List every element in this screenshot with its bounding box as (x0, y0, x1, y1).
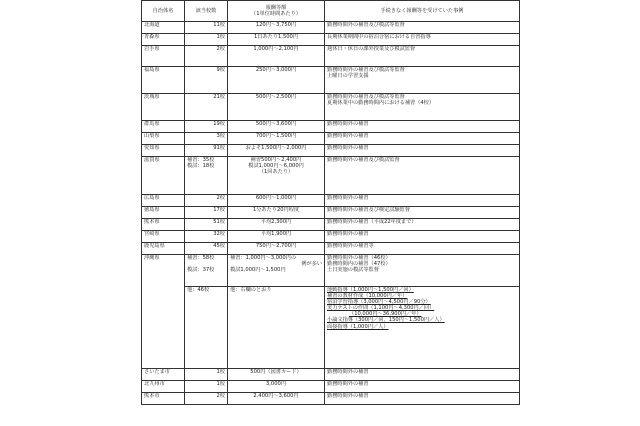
cell-schools: 19校 (185, 121, 228, 133)
cell-cases-other (325, 287, 520, 369)
cell-reward: 500円～2,500円 (228, 94, 325, 121)
cell-schools: 32校 (185, 231, 228, 243)
document-table-container (141, 0, 519, 426)
cell-pref: 山梨県 (142, 133, 185, 145)
reward-line: 補習500円～2,400円 (250, 157, 302, 163)
cell-reward (228, 255, 325, 287)
reward-line: 模試1,000円～1,500円 (230, 267, 286, 274)
case-line: 補習の教材作成（10,000円／年） (327, 293, 408, 300)
cell-cases (325, 94, 520, 121)
table-row-okinawa-other (142, 287, 520, 369)
table-row (142, 22, 520, 34)
cell-reward: 2,400円～3,600円 (228, 393, 325, 405)
cell-reward: 平均2,300円 (228, 219, 325, 231)
case-line: 面接指導（1,000円／人） (327, 323, 389, 330)
cell-schools (185, 157, 228, 195)
table-row (142, 46, 520, 67)
case-line: 運動指導（1,000円～1,500円／回） (327, 287, 414, 293)
cell-reward: 750円～2,700円 (228, 243, 325, 255)
table-row (142, 393, 520, 405)
cell-cases: 勤務時間外の補習 (325, 231, 520, 243)
cell-pref: 茨城県 (142, 94, 185, 121)
cell-cases: 勤務時間外の補習 (325, 195, 520, 207)
reward-line: （1回あたり） (258, 169, 294, 176)
reward-line: 補習：1,000円～3,000円の (230, 255, 297, 261)
table-row (142, 94, 520, 121)
cell-cases: 勤務時間外の補習等 (325, 243, 520, 255)
table-row (142, 369, 520, 381)
cell-schools: 1校 (185, 34, 228, 46)
cell-schools: 51校 (185, 219, 228, 231)
cell-reward: 120円～3,750円 (228, 22, 325, 34)
cell-reward: 1日あたり1,500円 (228, 34, 325, 46)
cell-schools: 91校 (185, 145, 228, 157)
cell-pref: 愛知県 (142, 145, 185, 157)
cell-reward (228, 157, 325, 195)
case-line: 土曜日の学習支援 (327, 73, 369, 80)
header-pref: 自治体名 (142, 1, 185, 22)
cell-schools: 1校 (185, 369, 228, 381)
cell-schools: 17校 (185, 207, 228, 219)
cell-schools: 45校 (185, 243, 228, 255)
table-row (142, 219, 520, 231)
cell-pref: 北海道 (142, 22, 185, 34)
reward-line: 例が多い (301, 261, 322, 268)
cell-schools: 9校 (185, 67, 228, 94)
case-line: 土日実施の模試等監督 (327, 267, 379, 274)
cell-schools: 2校 (185, 46, 228, 67)
cell-schools-other: 他：46校 (185, 287, 228, 369)
cell-reward: 600円～1,000円 (228, 195, 325, 207)
table-row (142, 381, 520, 393)
table-header-row (142, 1, 520, 22)
cell-schools: 21校 (185, 94, 228, 121)
cell-cases: 勤務時間外の補習及び模試監督 (325, 157, 520, 195)
cell-pref: 北九州市 (142, 381, 185, 393)
cell-cases: 勤務時間外の補習 (325, 393, 520, 405)
cell-pref: 沖縄県 (142, 255, 185, 369)
table-row (142, 34, 520, 46)
cell-pref: 熊本市 (142, 393, 185, 405)
cell-cases: 勤務時間外の補習（平成22年度まで） (325, 219, 520, 231)
table-row (142, 231, 520, 243)
cell-reward: 1分あたり20円程度 (228, 207, 325, 219)
case-line: 勤務時間外の補習（46校） (327, 255, 391, 261)
cell-pref: 群馬県 (142, 121, 185, 133)
cell-schools: 2校 (185, 393, 228, 405)
cell-cases (325, 67, 520, 94)
reward-table (141, 0, 520, 405)
cell-reward: 平均1,900円 (228, 231, 325, 243)
cell-pref: 広島県 (142, 195, 185, 207)
cell-reward: 500円～3,600円 (228, 121, 325, 133)
cell-cases: 勤務時間外の補習及び模試等監督 (325, 22, 520, 34)
table-row (142, 133, 520, 145)
cell-schools: 2校 (185, 195, 228, 207)
cell-reward: およそ1,500円～2,000円 (228, 145, 325, 157)
cell-pref: 福島県 (142, 67, 185, 94)
schools-line: 模試：37校 (187, 267, 215, 274)
cell-reward: 3,000円 (228, 381, 325, 393)
table-row (142, 145, 520, 157)
table-row (142, 157, 520, 195)
case-line: 勤務時間内の補習（47校） (327, 261, 391, 268)
header-schools: 該当校数 (185, 1, 228, 22)
cell-cases: 勤務時間外の補習 (325, 121, 520, 133)
table-row (142, 121, 520, 133)
table-row-okinawa (142, 255, 520, 287)
cell-pref: 岩手県 (142, 46, 185, 67)
cell-cases: 勤務時間外の補習 (325, 133, 520, 145)
cell-cases (325, 255, 520, 287)
table-row (142, 243, 520, 255)
case-line: （10,000円～36,900円／年） (349, 311, 422, 318)
cell-pref: 鹿児島県 (142, 243, 185, 255)
cell-pref: さいたま市 (142, 369, 185, 381)
case-line: 夏期休業中の勤務時間内における補習（4校） (327, 100, 435, 107)
header-reward-main: 報酬等額 (265, 4, 287, 11)
cell-cases: 勤務時間外の補習 (325, 145, 520, 157)
cell-schools: 11校 (185, 22, 228, 34)
reward-line: 模試1,000円～6,000円 (248, 163, 304, 170)
cell-reward: 250円～3,000円 (228, 67, 325, 94)
table-row (142, 67, 520, 94)
cell-reward: 1,000円～2,100円 (228, 46, 325, 67)
table-row (142, 207, 520, 219)
cell-pref: 青森県 (142, 34, 185, 46)
schools-line: 補習：35校 (187, 157, 215, 163)
schools-line: 補習：58校 (187, 255, 215, 261)
cell-cases: 勤務時間外の補習 (325, 381, 520, 393)
cell-reward: 500円（図書カード） (228, 369, 325, 381)
header-cases: 手続きなく報酬等を受けていた事例 (325, 1, 520, 22)
schools-line: 模試：18校 (187, 163, 215, 170)
cell-pref: 徳島県 (142, 207, 185, 219)
cell-cases: 長期休業期間中の宿泊合宿における自習指導 (325, 34, 520, 46)
case-line: 宿泊学習指導（3,000円～4,500円／90分） (327, 299, 431, 306)
cell-reward-other: 他：右欄のとおり (228, 287, 325, 369)
cell-cases: 勤務時間外の補習 (325, 369, 520, 381)
cell-pref: 滋賀県 (142, 157, 185, 195)
cell-schools: 1校 (185, 381, 228, 393)
case-line: 勤務時間外の補習及び模試等監督 (327, 94, 405, 100)
cell-schools (185, 255, 228, 287)
cell-pref: 宮崎県 (142, 231, 185, 243)
header-reward-sub: （1単位時間あたり） (251, 11, 301, 17)
cell-reward: 700円～1,500円 (228, 133, 325, 145)
cell-pref: 熊本県 (142, 219, 185, 231)
case-line: 実力テストの作問（1,100円～4,300円／回） (327, 305, 435, 312)
table-row (142, 195, 520, 207)
cell-schools: 3校 (185, 133, 228, 145)
case-line: 勤務時間外の補習及び模試等監督 (327, 67, 405, 73)
header-reward (228, 1, 325, 22)
cell-cases: 勤務時間外の補習及び検定試験監督 (325, 207, 520, 219)
cell-cases: 週休日・休日の課外授業及び模試監督 (325, 46, 520, 67)
case-line: 小論文指導（300円／回、150円～1,500円／人） (327, 317, 445, 324)
